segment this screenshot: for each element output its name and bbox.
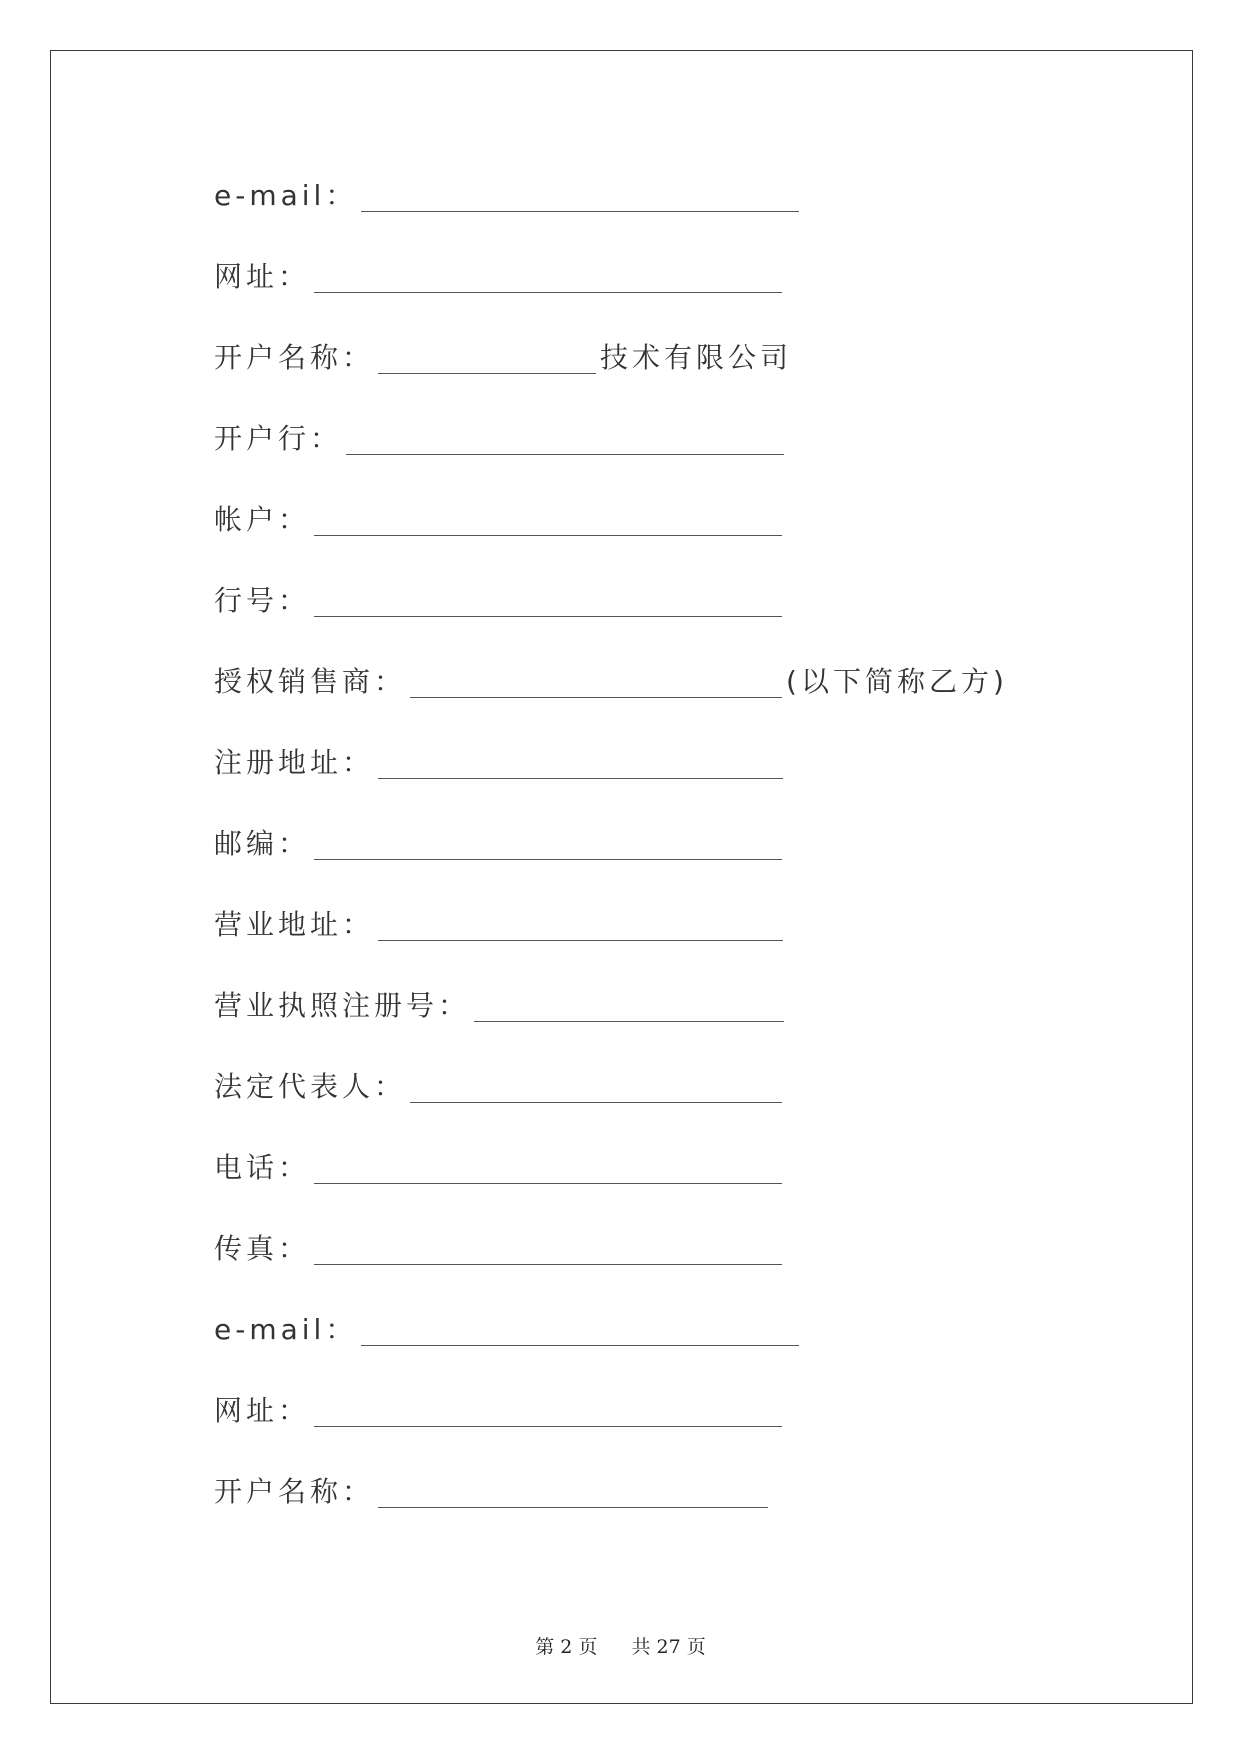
form-field-business-address — [214, 901, 787, 941]
field-label: 营业地址： — [214, 908, 375, 941]
fill-in-blank[interactable] — [314, 1234, 782, 1265]
fill-in-blank[interactable] — [410, 1072, 782, 1103]
fill-in-blank[interactable] — [346, 424, 784, 455]
fill-in-blank[interactable] — [314, 586, 782, 617]
fill-in-blank[interactable] — [361, 1315, 799, 1346]
form-field-registered-address — [214, 739, 787, 779]
page-total: 共 27 页 — [631, 1636, 706, 1658]
field-label: 开户名称： — [214, 341, 375, 374]
field-label: 电话： — [214, 1151, 311, 1184]
field-label: 注册地址： — [214, 746, 375, 779]
form-field-bank — [214, 415, 788, 455]
field-label: 开户行： — [214, 422, 343, 455]
fill-in-blank[interactable] — [314, 262, 782, 293]
fill-in-blank[interactable] — [378, 343, 596, 374]
form-field-email — [214, 172, 803, 212]
field-label: 开户名称： — [214, 1475, 375, 1508]
field-label: 帐户： — [214, 503, 311, 536]
form-field-account-name-2 — [214, 1468, 772, 1508]
form-field-website-2 — [214, 1387, 786, 1427]
page-footer — [0, 1632, 1241, 1659]
fill-in-blank[interactable] — [314, 829, 782, 860]
field-label: e-mail： — [214, 1313, 358, 1346]
page-number: 第 2 页 — [535, 1636, 598, 1658]
form-field-bank-code — [214, 577, 786, 617]
form-field-fax — [214, 1225, 786, 1265]
field-label: 授权销售商： — [214, 665, 407, 698]
form-field-postcode — [214, 820, 786, 860]
field-label: 法定代表人： — [214, 1070, 407, 1103]
form-field-account — [214, 496, 786, 536]
field-label: 传真： — [214, 1232, 311, 1265]
fill-in-blank[interactable] — [378, 1477, 768, 1508]
fill-in-blank[interactable] — [314, 505, 782, 536]
fill-in-blank[interactable] — [314, 1396, 782, 1427]
fill-in-blank[interactable] — [474, 991, 784, 1022]
page-border — [50, 50, 1193, 1704]
form-field-phone — [214, 1144, 786, 1184]
fill-in-blank[interactable] — [378, 910, 783, 941]
form-field-license-number — [214, 982, 788, 1022]
form-field-account-name — [214, 334, 792, 374]
form-field-authorized-reseller — [214, 658, 1008, 698]
field-suffix: 技术有限公司 — [600, 341, 793, 374]
form-field-legal-representative — [214, 1063, 786, 1103]
field-label: 行号： — [214, 584, 311, 617]
field-label: 邮编： — [214, 827, 311, 860]
field-suffix: (以下简称乙方) — [786, 665, 1008, 698]
form-field-email-2 — [214, 1306, 803, 1346]
field-label: e-mail： — [214, 179, 358, 212]
form-field-website — [214, 253, 786, 293]
fill-in-blank[interactable] — [410, 667, 782, 698]
fill-in-blank[interactable] — [361, 181, 799, 212]
fill-in-blank[interactable] — [378, 748, 783, 779]
fill-in-blank[interactable] — [314, 1153, 782, 1184]
field-label: 网址： — [214, 1394, 311, 1427]
field-label: 营业执照注册号： — [214, 989, 471, 1022]
field-label: 网址： — [214, 260, 311, 293]
